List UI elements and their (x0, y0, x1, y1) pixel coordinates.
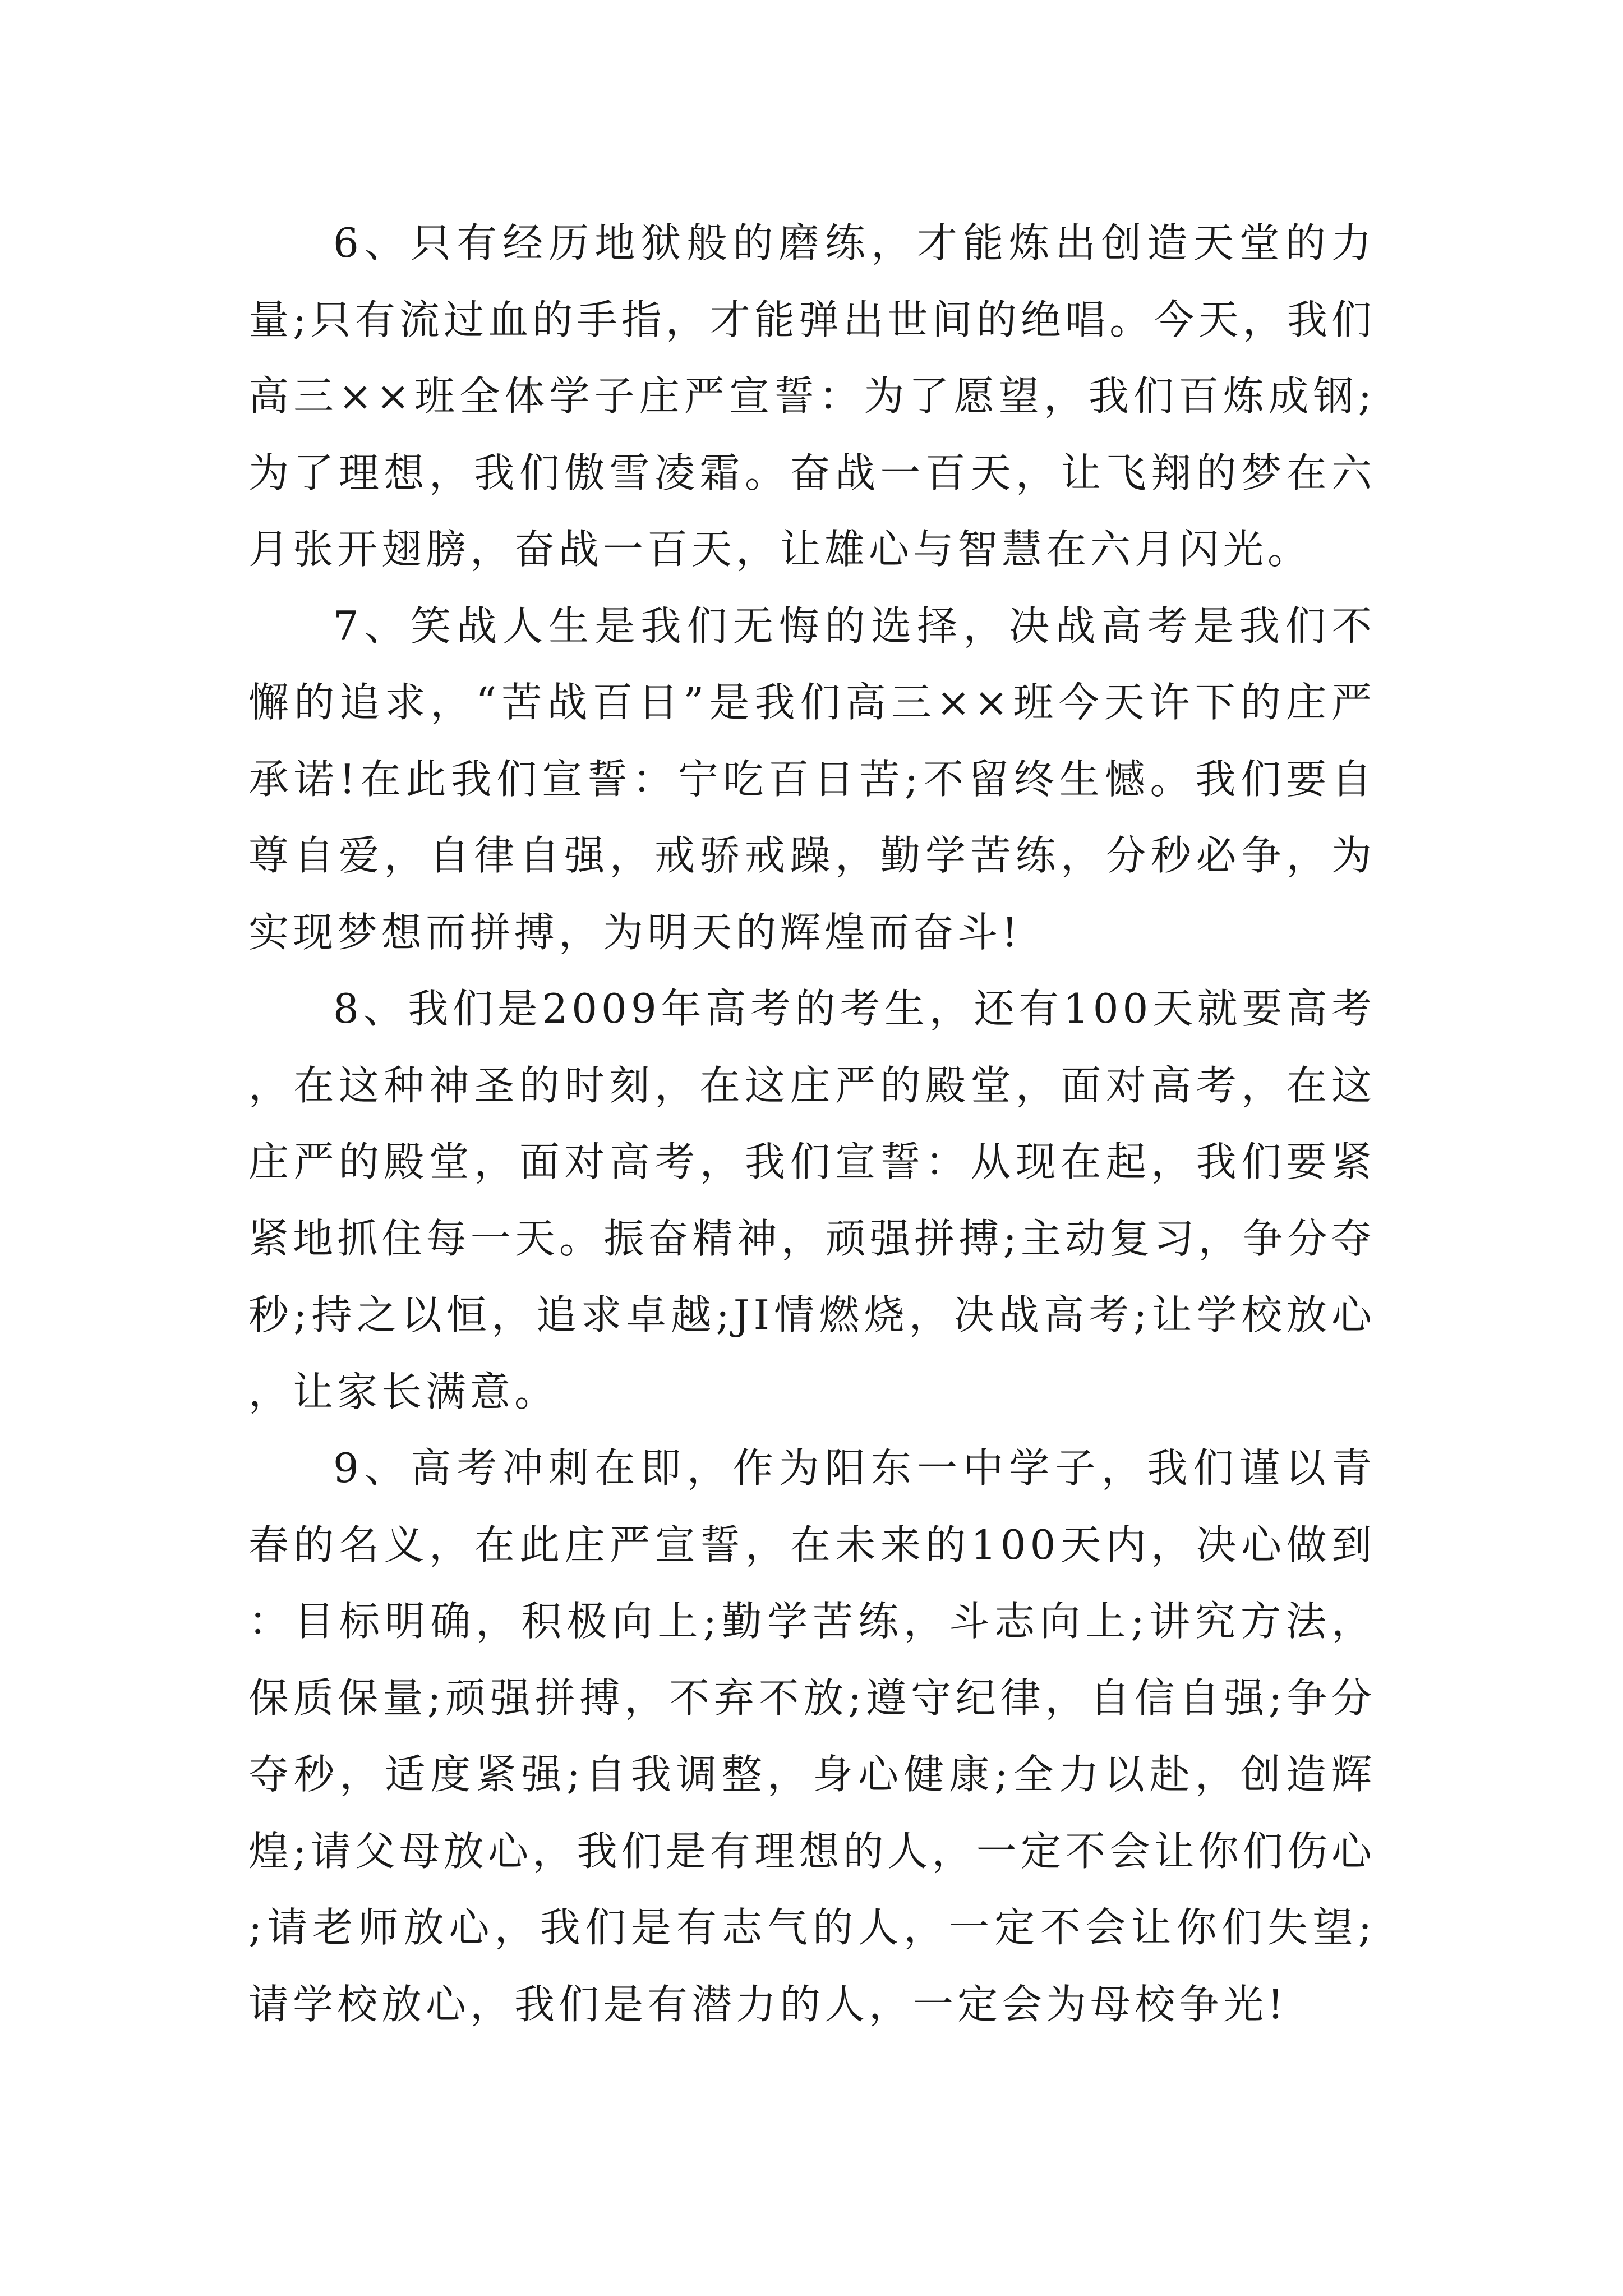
paragraph-8: 8、我们是2009年高考的考生，还有100天就要高考，在这种神圣的时刻，在这庄严的殿堂，面对高考，在这庄严的殿堂，面对高考，我们宣誓：从现在起，我们要紧紧地抓住每一天。振奋精神，顽强拼搏;主动复习，争分夺秒;持之以恒，追求卓越;JI情燃烧，决战高考;让学校放心，让家长满意。 (248, 985, 1376, 1415)
document-body (248, 205, 1376, 2042)
paragraph-7: 7、笑战人生是我们无悔的选择，决战高考是我们不懈的追求，“苦战百日”是我们高三××班今天许下的庄严承诺!在此我们宣誓：宁吃百日苦;不留终生憾。我们要自尊自爱，自律自强，戒骄戒躁，勤学苦练，分秒必争，为实现梦想而拼搏，为明天的辉煌而奋斗! (248, 602, 1376, 956)
paragraph-6: 6、只有经历地狱般的磨练，才能炼出创造天堂的力量;只有流过血的手指，才能弹出世间的绝唱。今天，我们高三××班全体学子庄严宣誓：为了愿望，我们百炼成钢;为了理想，我们傲雪凌霜。奋战一百天，让飞翔的梦在六月张开翅膀，奋战一百天，让雄心与智慧在六月闪光。 (248, 219, 1376, 573)
paragraph-9: 9、高考冲刺在即，作为阳东一中学子，我们谨以青春的名义，在此庄严宣誓，在未来的100天内，决心做到：目标明确，积极向上;勤学苦练，斗志向上;讲究方法，保质保量;顽强拼搏，不弃不放;遵守纪律，自信自强;争分夺秒，适度紧强;自我调整，身心健康;全力以赴，创造辉煌;请父母放心，我们是有理想的人，一定不会让你们伤心;请老师放心，我们是有志气的人，一定不会让你们失望;请学校放心，我们是有潜力的人，一定会为母校争光! (248, 1444, 1376, 2028)
